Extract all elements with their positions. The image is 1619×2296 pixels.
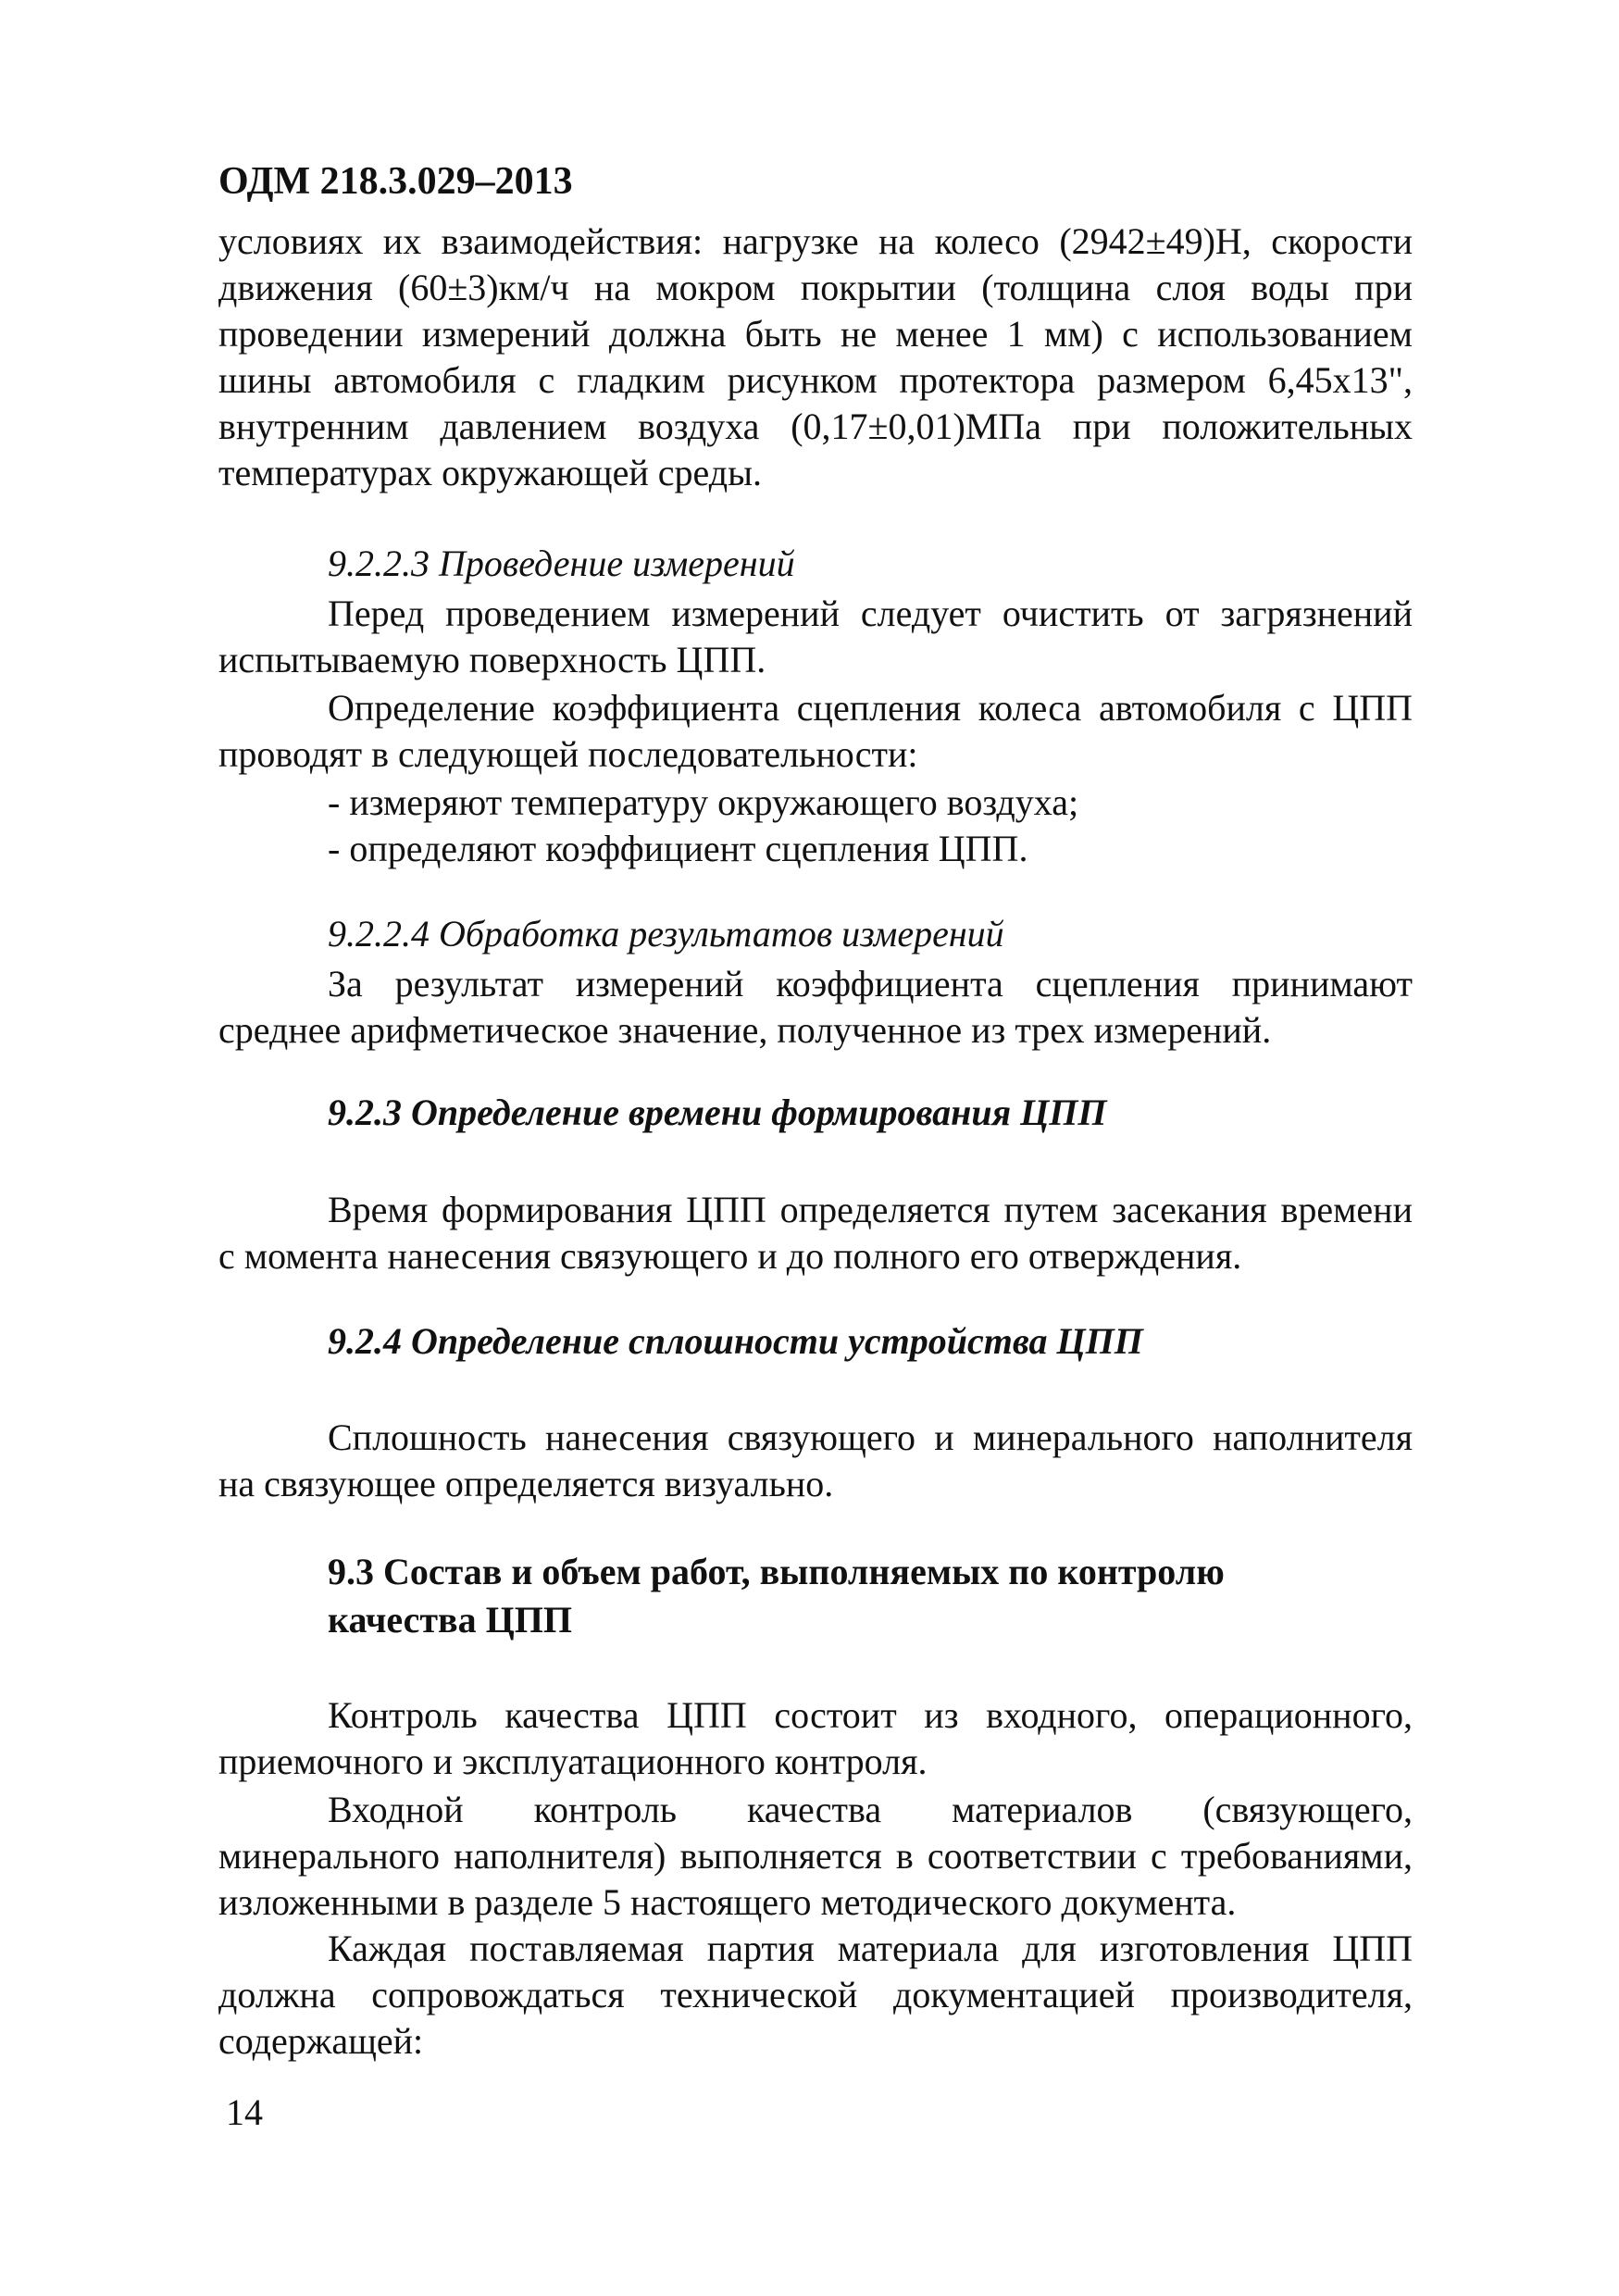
text-line: должна сопровождаться технической документацией производителя, (218, 1974, 1413, 2015)
text-line: среднее арифметическое значение, полученное из трех измерений. (218, 1009, 1272, 1051)
text-line: температурах окружающей среды. (218, 452, 762, 493)
heading-line: качества ЦПП (328, 1599, 572, 1641)
text-line: изложенными в разделе 5 настоящего методического документа. (218, 1881, 1237, 1923)
text-line: Сплошность нанесения связующего и минерального наполнителя (328, 1416, 1413, 1458)
section-heading-9-2-3: 9.2.3 Определение времени формирования ЦПП (328, 1092, 1107, 1133)
paragraph-continuity (218, 1415, 1413, 1507)
sequence-list (218, 780, 1413, 872)
paragraph-control-types (218, 1692, 1413, 1785)
text-line: содержащей: (218, 2020, 424, 2062)
list-item: - определяют коэффициент сцепления ЦПП. (328, 828, 1028, 869)
subsection-heading-9-2-2-3: 9.2.2.3 Проведение измерений (328, 543, 795, 584)
text-line: Входной контроль качества материалов (связующего, (328, 1789, 1413, 1830)
text-line: с момента нанесения связующего и до полного его отверждения. (218, 1235, 1242, 1277)
text-line: Перед проведением измерений следует очистить от загрязнений (328, 593, 1413, 634)
section-heading-9-3 (328, 1548, 1225, 1644)
text-line: Каждая поставляемая партия материала для изготовления ЦПП (328, 1928, 1413, 1969)
list-item: - измеряют температуру окружающего воздуха; (328, 781, 1079, 823)
text-line: проведении измерений должна быть не менее 1 мм) с использованием (218, 313, 1413, 355)
text-line: на связующее определяется визуально. (218, 1463, 834, 1504)
document-code: ОДМ 218.3.029–2013 (218, 160, 573, 203)
subsection-heading-9-2-2-4: 9.2.2.4 Обработка результатов измерений (328, 913, 1004, 955)
text-line: условиях их взаимодействия: нагрузке на колесо (2942±49)Н, скорости (218, 220, 1413, 262)
page-number: 14 (226, 2091, 263, 2133)
text-line: Контроль качества ЦПП состоит из входного, операционного, (328, 1694, 1413, 1736)
text-line: внутренним давлением воздуха (0,17±0,01)МПа при положительных (218, 406, 1413, 447)
paragraph-conditions (218, 218, 1413, 496)
paragraph-input-control (218, 1787, 1413, 1926)
text-line: испытываемую поверхность ЦПП. (218, 639, 766, 680)
text-line: За результат измерений коэффициента сцепления принимают (328, 963, 1413, 1004)
text-line: Определение коэффициента сцепления колеса автомобиля с ЦПП (328, 687, 1413, 729)
paragraph-result (218, 961, 1413, 1054)
section-heading-9-2-4: 9.2.4 Определение сплошности устройства ЦПП (328, 1320, 1143, 1362)
paragraph-cleaning (218, 591, 1413, 683)
text-line: движения (60±3)км/ч на мокром покрытии (толщина слоя воды при (218, 267, 1413, 308)
text-line: минерального наполнителя) выполняется в соответствии с требованиями, (218, 1835, 1413, 1877)
text-line: Время формирования ЦПП определяется путем засекания времени (328, 1189, 1413, 1230)
heading-line: 9.3 Состав и объем работ, выполняемых по контролю (328, 1551, 1225, 1592)
text-line: шины автомобиля с гладким рисунком протектора размером 6,45x13", (218, 359, 1413, 401)
text-line: приемочного и эксплуатационного контроля. (218, 1741, 928, 1782)
paragraph-formation-time (218, 1187, 1413, 1279)
paragraph-documentation (218, 1926, 1413, 2065)
paragraph-sequence (218, 685, 1413, 778)
text-line: проводят в следующей последовательности: (218, 733, 918, 775)
